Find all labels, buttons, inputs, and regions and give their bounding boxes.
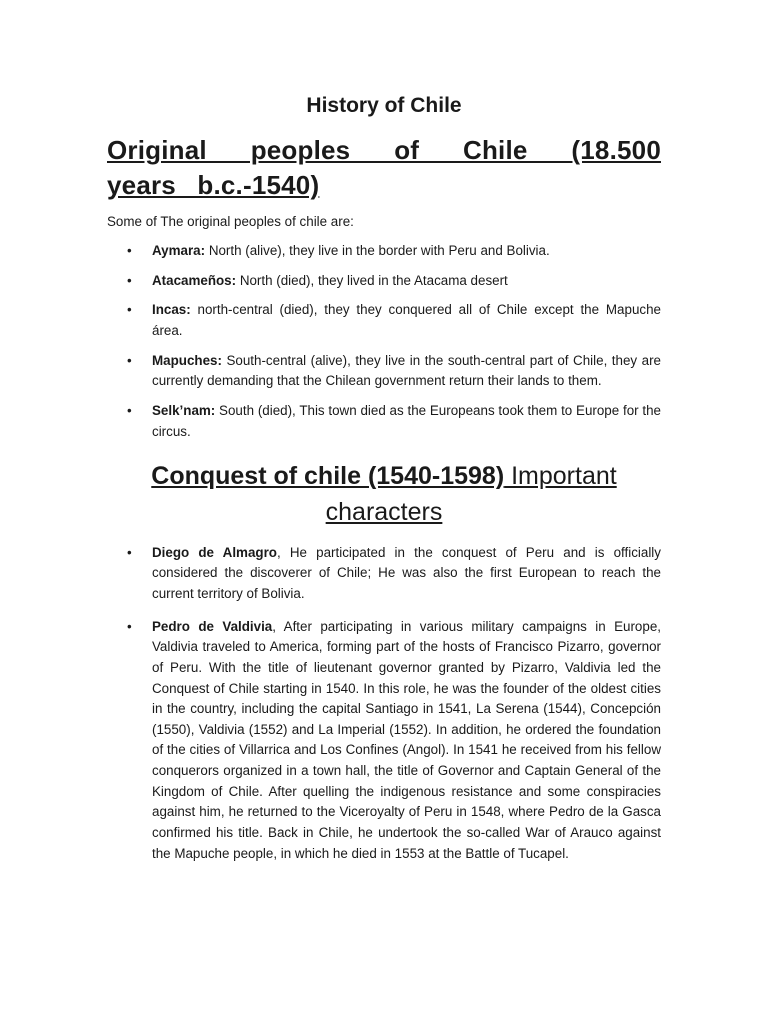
bullet-icon: • — [127, 272, 132, 288]
list-item-term: Aymara: — [152, 243, 206, 259]
bullet-icon: • — [127, 402, 132, 418]
list-item-term: Pedro de Valdivia — [152, 618, 273, 634]
document-title: History of Chile — [306, 94, 462, 117]
original-peoples-list — [107, 241, 661, 442]
list-item-incas — [107, 300, 661, 341]
list-item-text: North (alive), they live in the border with Peru and Bolivia. — [205, 243, 550, 259]
list-item-mapuches — [107, 351, 661, 392]
list-item-text: North (died), they lived in the Atacama desert — [236, 272, 508, 288]
bullet-icon: • — [127, 352, 132, 368]
bullet-icon: • — [127, 544, 132, 560]
list-item-text: north-central (died), they they conquered all of Chile except the Mapuche área. — [152, 302, 661, 338]
list-item-term: Incas: — [152, 302, 191, 318]
list-item-term: Atacameños: — [152, 272, 237, 288]
list-item-term: Selk’nam: — [152, 402, 216, 418]
conquest-characters-list — [107, 543, 661, 865]
list-item-text: , After participating in various military campaigns in Europe, Valdivia traveled to America, forming part of the hosts of Francisco Pizarro, governor of Peru. With the title of lieutenant governor granted by Pizarro, Valdivia led the Conquest of Chile starting in 1540. In this role, he was the founder of the oldest cities in the country, including the capital Santiago in 1541, La Serena (1544), Concepción (1550), Valdivia (1552) and La Imperial (1552). In addition, he ordered the foundation of the cities of Villarrica and Los Confines (Angol). In 1541 he received from his fellow conquerors organized in a town hall, the title of Governor and Captain General of the Kingdom of Chile. After quelling the indigenous resistance and some conspiracies against him, he returned to the Viceroyalty of Peru in 1548, where Pedro de la Gasca confirmed his title. Back in Chile, he undertook the so-called War of Arauco against the Mapuche people, in which he died in 1553 at the Battle of Tucapel. — [152, 618, 661, 861]
list-item-text: , He participated in the conquest of Peru and is officially considered the discoverer of Chile; He was also the first European to reach the current territory of Bolivia. — [152, 544, 661, 601]
section-heading-conquest-bold: Conquest of chile (1540-1598) — [151, 462, 505, 491]
bullet-icon: • — [127, 302, 132, 318]
list-item-atacamenos — [107, 271, 661, 292]
section-intro: Some of The original peoples of chile are: — [107, 213, 354, 229]
list-item-text: South (died), This town died as the Europeans took them to Europe for the circus. — [152, 402, 661, 439]
section-heading-conquest — [107, 458, 661, 531]
list-item-term: Mapuches: — [152, 352, 222, 368]
section-heading-original-peoples: Original peoples of Chile (18.500 years b.c.-1540) — [107, 135, 661, 200]
list-item-pedro-de-valdivia — [107, 617, 661, 865]
section-heading-conquest-plain: Important characters — [325, 462, 617, 527]
list-item-text: South-central (alive), they live in the south-central part of Chile, they are currently demanding that the Chilean government return their lands to them. — [152, 352, 661, 389]
list-item-aymara — [107, 241, 661, 262]
list-item-term: Diego de Almagro — [152, 544, 277, 560]
list-item-diego-de-almagro — [107, 543, 661, 605]
list-item-selknam — [107, 401, 661, 442]
bullet-icon: • — [127, 618, 132, 634]
bullet-icon: • — [127, 243, 132, 259]
